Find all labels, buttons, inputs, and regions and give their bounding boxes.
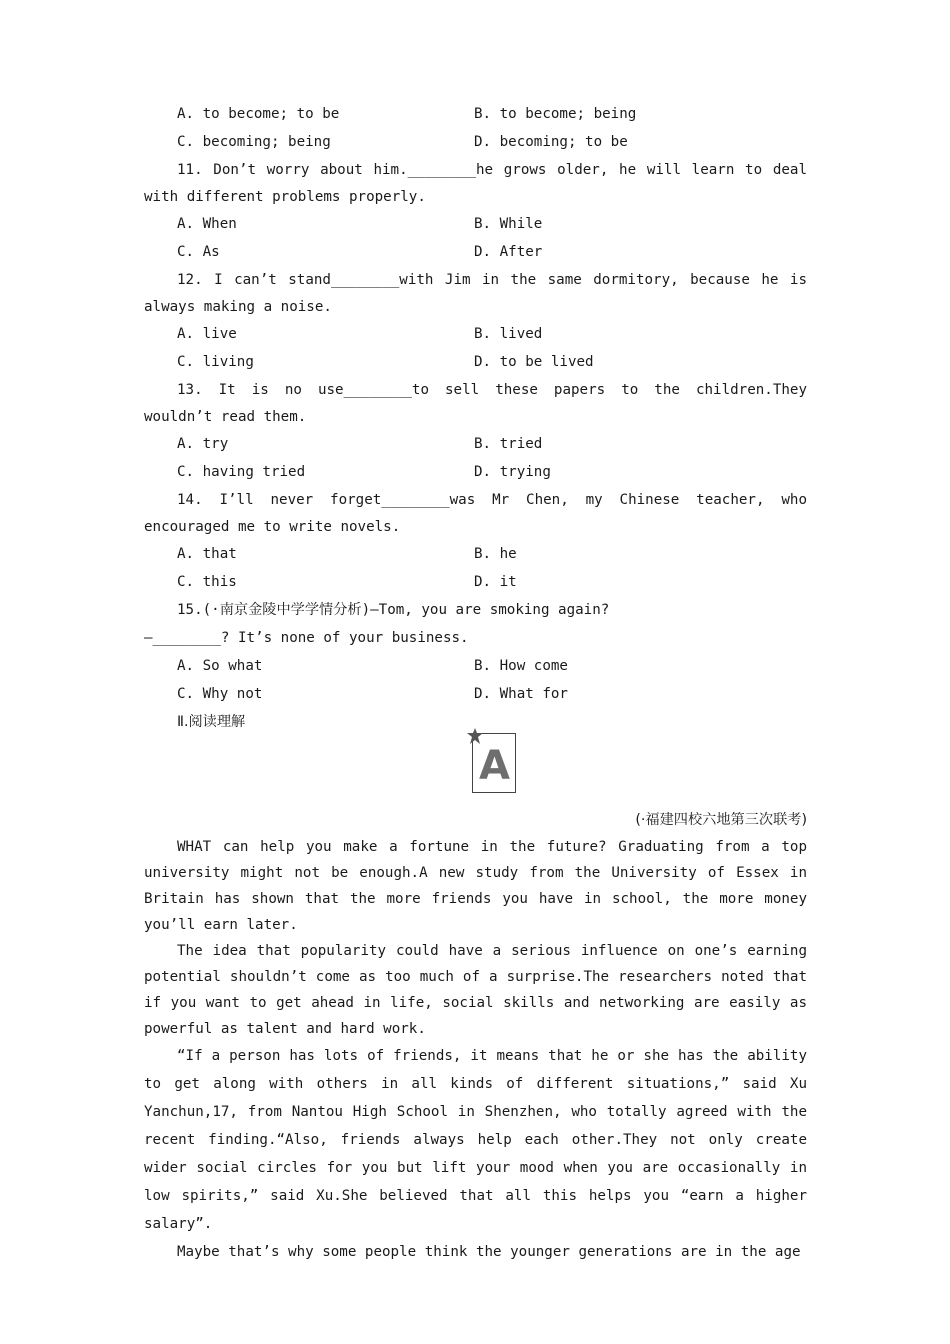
q11-stem-line-1: 11. Don’t worry about him.________he grows older, he will learn to deal [177,162,807,178]
q12-option-a[interactable]: A. live [177,326,237,342]
q13-option-a[interactable]: A. try [177,436,229,452]
q15-options-row-2 [144,680,807,708]
q15-stem-line-2: —________? It’s none of your business. [144,630,469,646]
passage-source: (·福建四校六地第三次联考) [635,812,807,828]
q10-options-row-2 [144,128,807,156]
q13-option-b[interactable]: B. tried [474,436,543,452]
q14-option-a[interactable]: A. that [177,546,237,562]
q14-stem-line-1: 14. I’ll never forget________was Mr Chen, my Chinese teacher, who [177,492,807,508]
q14-option-c[interactable]: C. this [177,574,237,590]
q11-options-row-1 [144,210,807,238]
q15-stem-line-1: 15.(·南京金陵中学学情分析)—Tom, you are smoking again? [177,602,610,618]
q10-option-c[interactable]: C. becoming; being [177,134,331,150]
passage-paragraph-2: The idea that popularity could have a serious influence on one’s earning potential shouldn’t come as too much of a surprise.The researchers noted that if you want to get ahead in life, social skills and networking are easily as powerful as talent and hard work. [144,943,807,1037]
q15-options-row-1 [144,652,807,680]
passage-paragraph-4: Maybe that’s why some people think the younger generations are in the age [177,1244,801,1260]
q13-option-c[interactable]: C. having tried [177,464,306,480]
q12-stem-line-1: 12. I can’t stand________with Jim in the same dormitory, because he is [177,272,807,288]
q11-options-row-2 [144,238,807,266]
q13-option-d[interactable]: D. trying [474,464,551,480]
passage-paragraph-1: WHAT can help you make a fortune in the future? Graduating from a top university might not be enough.A new study from the University of Essex in Britain has shown that the more friends you have in school, the more money you’ll earn later. [144,839,807,933]
q15-option-b[interactable]: B. How come [474,658,568,674]
q15-option-c[interactable]: C. Why not [177,686,263,702]
passage-paragraph-3: “If a person has lots of friends, it means that he or she has the ability to get along with others in all kinds of different situations,” said Xu Yanchun,17, from Nantou High School in Shenzhen, who totally agreed with the recent finding.“Also, friends always help each other.They not only create wider social circles for you but lift your mood when you are occasionally in low spirits,” said Xu.She believed that all this helps you “earn a higher salary”. [144,1048,807,1232]
q14-options-row-1 [144,540,807,568]
q11-option-a[interactable]: A. When [177,216,237,232]
q12-option-c[interactable]: C. living [177,354,254,370]
star-icon [467,728,483,744]
q12-stem-line-2: always making a noise. [144,299,332,315]
q14-option-b[interactable]: B. he [474,546,517,562]
passage-label-letter: A [479,743,510,789]
q13-stem-line-1: 13. It is no use________to sell these papers to the children.They [177,382,807,398]
q11-stem-line-2: with different problems properly. [144,189,426,205]
q12-option-b[interactable]: B. lived [474,326,543,342]
q10-option-b[interactable]: B. to become; being [474,106,637,122]
q10-option-a[interactable]: A. to become; to be [177,106,340,122]
q12-option-d[interactable]: D. to be lived [474,354,594,370]
q15-option-a[interactable]: A. So what [177,658,263,674]
q13-stem-line-2: wouldn’t read them. [144,409,307,425]
q15-option-d[interactable]: D. What for [474,686,568,702]
q10-option-d[interactable]: D. becoming; to be [474,134,628,150]
q13-options-row-1 [144,430,807,458]
document-page [144,100,807,1266]
q14-option-d[interactable]: D. it [474,574,517,590]
q12-options-row-2 [144,348,807,376]
q11-option-d[interactable]: D. After [474,244,543,260]
q13-options-row-2 [144,458,807,486]
q12-options-row-1 [144,320,807,348]
q10-options-row-1 [144,100,807,128]
section-title: Ⅱ.阅读理解 [177,714,246,730]
q11-option-b[interactable]: B. While [474,216,543,232]
q11-option-c[interactable]: C. As [177,244,220,260]
q14-options-row-2 [144,568,807,596]
q14-stem-line-2: encouraged me to write novels. [144,519,401,535]
passage-label-logo [472,733,516,793]
